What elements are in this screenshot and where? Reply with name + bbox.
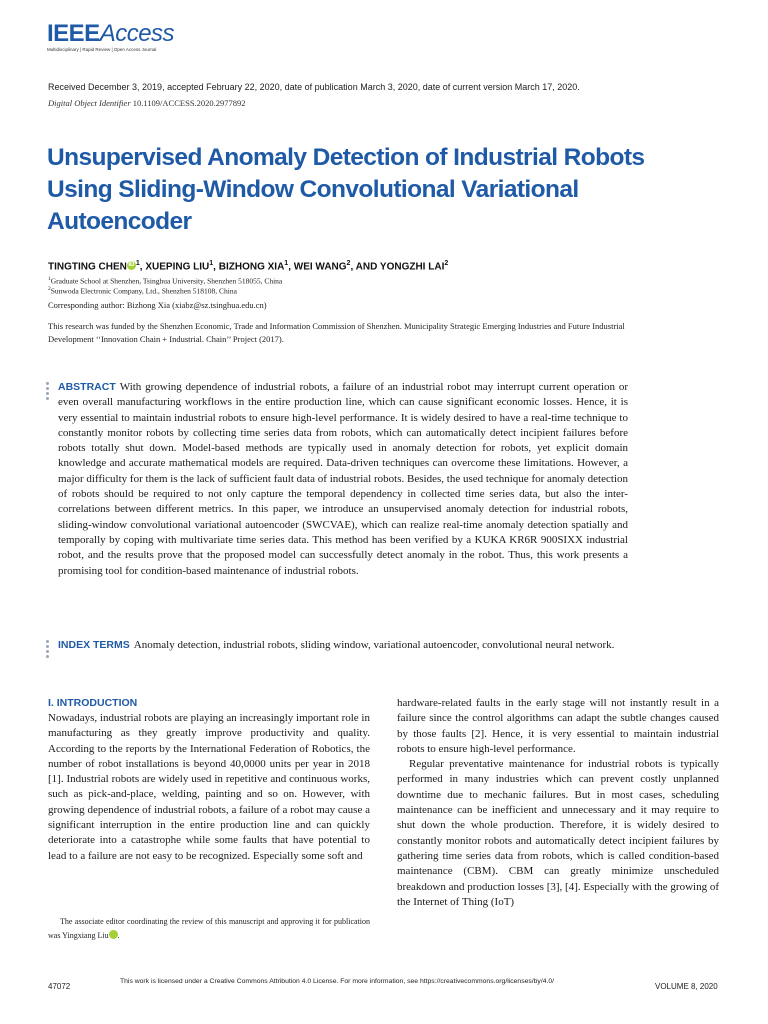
author-affil-sup: 2: [444, 260, 449, 267]
section-marker-icon: [46, 640, 51, 660]
index-terms-text: Anomaly detection, industrial robots, sliding window, variational autoencoder, convolutional neural network.: [133, 639, 615, 651]
orcid-icon[interactable]: iD: [109, 930, 118, 939]
paper-title: Unsupervised Anomaly Detection of Industrial Robots Using Sliding-Window Convolutional Variational Autoencoder: [47, 144, 645, 235]
body-paragraph: Nowadays, industrial robots are playing an increasingly important role in manufacturing as they greatly improve productivity and quality. According to the reports by the International Federation of Robotics, the number of robot installations is beyond 40,0000 units per year in 2018 [1]. Industrial robots are widely used in repetitive and continuous works, such as pick-and-place, welding, painting and so on. However, with growing dependence of industrial robots, a failure of a robot may cause a significant interruption in the entire production line and can quickly deteriorate into a catastrophe while some faults that have potential to lead to a failure are not easy to be recognized. Especially some soft and: [48, 712, 370, 862]
author-list: TINGTING CHEN iD $^1$, XUEPING LIU$^1$, BIZHONG XIA$^1$, WEI WANG$^2$, AND YONGZHI LAI$^2$: [48, 260, 449, 273]
abstract-label: ABSTRACT: [58, 381, 116, 393]
volume-label: VOLUME 8, 2020: [655, 982, 718, 991]
author-affil-sup: 1: [135, 260, 140, 267]
affiliation: [48, 286, 237, 296]
abstract: [58, 380, 628, 579]
footnote-text: The associate editor coordinating the review of this manuscript and approving it for publication was Yingxiang Liu: [48, 917, 370, 940]
author-name: WEI WANG: [293, 261, 347, 273]
index-terms: [58, 638, 628, 654]
affiliation-sup: 2: [48, 286, 51, 292]
affiliation-text: Graduate School at Shenzhen, Tsinghua University, Shenzhen 518055, China: [50, 276, 283, 286]
editor-footnote: The associate editor coordinating the review of this manuscript and approving it for publication was Yingxiang Liu iD.: [48, 917, 370, 940]
journal-tagline: Multidisciplinary | Rapid Review | Open Access Journal: [47, 47, 157, 52]
author-name: TINGTING CHEN: [48, 261, 127, 273]
journal-logo: [47, 22, 174, 52]
abstract-text: With growing dependence of industrial robots, a failure of an industrial robot may interrupt current operation or even overall manufacturing workflows in the entire production line, which can cause significant economic losses. Hence, it is very essential to maintain industrial robots to ensure high-level performance. It is widely desired to have a real-time technique to constantly monitor robots by collecting time series data from robots, which can automatically detect incipient failures before robots totally shut down. Model-based methods are typically used in anomaly detection for robots, yet explicit domain knowledge and accurate mathematical models are required. Data-driven techniques can overcome these limitations. However, a major difficulty for them is the lack of sufficient fault data of industrial robots. Besides, the used technique for anomaly detection of robots should be required to not only capture the temporal dependency in collected time series data, but also the inter-correlations between different metrics. In this paper, we introduce an unsupervised anomaly detection for industrial robots, sliding-window convolutional variational autoencoder (SWCVAE), which can realize real-time anomaly detection spatially and temporally by coping with multivariate time series data. This method has been verified by a KUKA KR6R 900SIXX industrial robot, and the results prove that the proposed model can successfully detect anomaly in the robot. Thus, this work presents a promising tool for condition-based maintenance of industrial robots.: [58, 381, 628, 577]
body-paragraph: hardware-related faults in the early stage will not instantly result in a failure since the control algorithms can adapt the subtle changes caused by those faults [2]. Hence, it is very essential to maintain industrial robots to ensure high-level performance.: [397, 697, 719, 755]
body-paragraph: Regular preventative maintenance for industrial robots is typically performed in many industries which can prevent costly unplanned downtime due to mechanic failures. But in most cases, scheduling maintenance can be inefficient and unnecessary and it may require to shut down the whole production. Therefore, it is widely desired to constantly monitor robots and automatically detect incipient failures by gathering time series data from robots, which is called condition-based maintenance (CBM). CBM can greatly minimize unscheduled breakdown and production losses [3], [4]. Especially with the growing of the Internet of Thing (IoT): [397, 758, 719, 908]
doi-label: Digital Object Identifier: [48, 98, 131, 108]
author-affil-sup: 1: [284, 260, 289, 267]
author-name: AND YONGZHI LAI: [355, 261, 445, 273]
author-affil-sup: 1: [209, 260, 214, 267]
author-affil-sup: 2: [346, 260, 351, 267]
author-name: BIZHONG XIA: [218, 261, 285, 273]
license-notice: This work is licensed under a Creative Commons Attribution 4.0 License. For more information, see https://creativecommons.org/licenses/by/4.0/: [120, 978, 555, 985]
doi-value[interactable]: 10.1109/ACCESS.2020.2977892: [132, 98, 246, 108]
journal-name-italic: Access: [99, 20, 175, 47]
doi-line: [48, 98, 246, 108]
affiliation: [48, 276, 282, 286]
orcid-icon[interactable]: iD: [128, 262, 135, 269]
body-column-right: [397, 696, 719, 910]
affiliation-text: Sunwoda Electronic Company, Ltd., Shenzhen 518108, China: [50, 286, 237, 296]
corresponding-author: Corresponding author: Bizhong Xia (xiabz@sz.tsinghua.edu.cn): [48, 300, 267, 310]
author-name: XUEPING LIU: [145, 261, 210, 273]
section-marker-icon: [46, 382, 51, 402]
affiliation-sup: 1: [48, 276, 51, 282]
funding-statement: This research was funded by the Shenzhen Economic, Trade and Information Commission of Shenzhen. Municipality Strategic Emerging Industries and Future Industrial Development ‘‘Innovation Chain + Industrial. Chain’’ Project (2017).: [48, 321, 625, 344]
body-column-left: [48, 696, 370, 864]
index-terms-label: INDEX TERMS: [58, 639, 130, 651]
journal-name-bold: IEEE: [47, 20, 100, 47]
section-heading: I. INTRODUCTION: [48, 697, 138, 709]
journal-name: [47, 22, 174, 46]
page-number: 47072: [48, 982, 71, 991]
received-dates: Received December 3, 2019, accepted February 22, 2020, date of publication March 3, 2020, date of current version March 17, 2020.: [48, 82, 580, 92]
